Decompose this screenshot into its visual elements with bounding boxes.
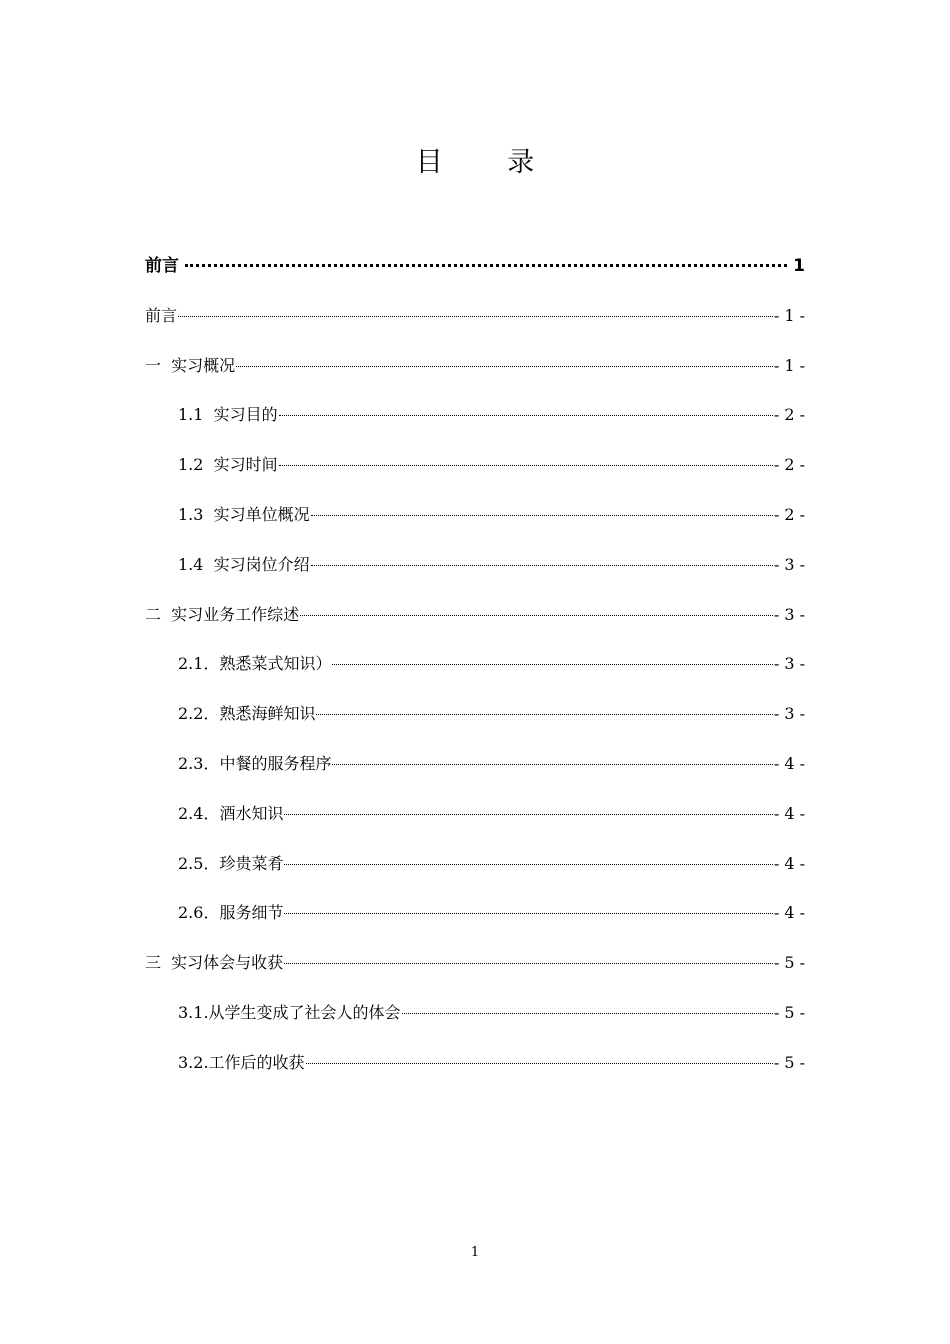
toc-entry[interactable] <box>145 744 805 794</box>
toc-entry[interactable] <box>145 694 805 744</box>
toc-entry[interactable] <box>145 794 805 844</box>
toc-entry-label: 前言 <box>145 305 178 325</box>
toc-entry-page: - 3 - <box>773 554 805 574</box>
toc-entry-page: - 5 - <box>773 953 805 973</box>
toc-entry-label: 2.4．酒水知识 <box>178 803 284 823</box>
dot-leader <box>284 962 773 964</box>
dot-leader <box>402 1012 773 1014</box>
toc-entry[interactable] <box>145 246 805 296</box>
toc-entry-label: 2.5．珍贵菜肴 <box>178 853 284 873</box>
toc-entry[interactable] <box>145 644 805 694</box>
page-number: 1 <box>470 1245 480 1260</box>
toc-entry-label: 2.2．熟悉海鲜知识 <box>178 704 316 724</box>
dot-leader <box>284 912 772 914</box>
toc-entry-page: 1 <box>793 256 805 276</box>
toc-entry-page: - 2 - <box>773 405 805 425</box>
toc-entry-page: - 3 - <box>773 704 805 724</box>
toc-entry[interactable] <box>145 1043 805 1093</box>
toc-entry-label: 一 实习概况 <box>145 355 236 375</box>
toc-entry-label: 2.1．熟悉菜式知识） <box>178 654 332 674</box>
dot-leader <box>300 614 773 616</box>
dot-leader <box>279 464 773 466</box>
toc-list <box>145 246 805 1093</box>
toc-entry-page: - 2 - <box>773 504 805 524</box>
toc-entry-label: 3.2.工作后的收获 <box>178 1052 305 1072</box>
toc-entry-page: - 5 - <box>773 1002 805 1022</box>
toc-entry-label: 1.1 实习目的 <box>178 405 278 425</box>
dot-leader <box>316 713 772 715</box>
toc-entry-page: - 4 - <box>773 853 805 873</box>
dot-leader <box>306 1062 773 1064</box>
toc-entry-page: - 3 - <box>773 604 805 624</box>
toc-entry-page: - 1 - <box>773 355 805 375</box>
toc-entry-label: 3.1.从学生变成了社会人的体会 <box>178 1002 401 1022</box>
dot-leader <box>236 365 773 367</box>
dot-leader <box>332 663 772 665</box>
toc-entry[interactable] <box>145 545 805 595</box>
toc-entry[interactable] <box>145 495 805 545</box>
toc-entry-label: 三 实习体会与收获 <box>145 953 284 973</box>
toc-entry-page: - 2 - <box>773 455 805 475</box>
toc-entry-label: 前言 <box>145 256 179 276</box>
toc-entry[interactable] <box>145 943 805 993</box>
toc-entry-label: 1.4 实习岗位介绍 <box>178 554 310 574</box>
dot-leader <box>284 863 772 865</box>
toc-entry-page: - 4 - <box>773 903 805 923</box>
dot-leader <box>332 763 772 765</box>
dot-leader <box>311 514 773 516</box>
toc-entry[interactable] <box>145 296 805 346</box>
toc-entry-label: 1.3 实习单位概况 <box>178 504 310 524</box>
toc-entry[interactable] <box>145 445 805 495</box>
toc-title: 目 录 <box>415 147 563 178</box>
toc-entry-page: - 4 - <box>773 803 805 823</box>
dot-leader <box>284 813 772 815</box>
dot-leader <box>279 414 773 416</box>
toc-entry-page: - 3 - <box>773 654 805 674</box>
toc-entry[interactable] <box>145 395 805 445</box>
toc-entry[interactable] <box>145 346 805 396</box>
toc-entry-label: 2.6．服务细节 <box>178 903 284 923</box>
toc-entry[interactable] <box>145 595 805 645</box>
dot-leader <box>311 564 773 566</box>
toc-entry-label: 二 实习业务工作综述 <box>145 604 300 624</box>
dot-leader <box>178 315 773 317</box>
toc-entry-label: 2.3．中餐的服务程序 <box>178 753 332 773</box>
toc-entry[interactable] <box>145 993 805 1043</box>
toc-entry-page: - 4 - <box>773 753 805 773</box>
dot-leader <box>185 263 787 267</box>
toc-entry[interactable] <box>145 893 805 943</box>
toc-entry-page: - 5 - <box>773 1052 805 1072</box>
toc-entry-label: 1.2 实习时间 <box>178 455 278 475</box>
toc-entry-page: - 1 - <box>773 305 805 325</box>
toc-entry[interactable] <box>145 844 805 894</box>
